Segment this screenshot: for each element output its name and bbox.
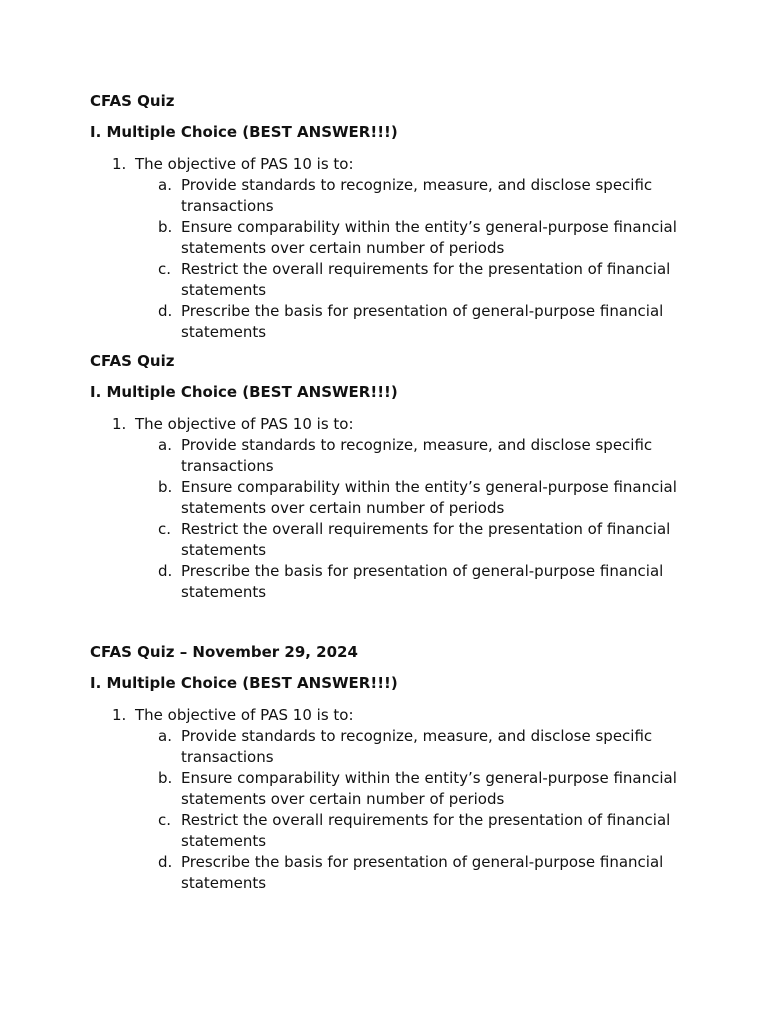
- option-d: [90, 301, 690, 343]
- quiz-title: CFAS Quiz: [90, 92, 175, 110]
- option-d: [90, 852, 690, 894]
- option-letter: b.: [158, 218, 173, 236]
- option-letter: c.: [158, 811, 172, 829]
- option-text: Ensure comparability within the entity’s general-purpose financial statements over certain number of periods: [181, 218, 677, 257]
- quiz-title: CFAS Quiz – November 29, 2024: [90, 643, 358, 661]
- option-text: Provide standards to recognize, measure, and disclose specific transactions: [181, 727, 653, 766]
- option-text: Prescribe the basis for presentation of general-purpose financial statements: [181, 562, 664, 601]
- option-letter: a.: [158, 727, 172, 745]
- option-text: Prescribe the basis for presentation of general-purpose financial statements: [181, 302, 664, 341]
- option-list: [90, 726, 690, 894]
- question-text: The objective of PAS 10 is to:: [135, 706, 354, 724]
- option-text: Ensure comparability within the entity’s general-purpose financial statements over certain number of periods: [181, 769, 677, 808]
- option-letter: c.: [158, 520, 172, 538]
- option-letter: b.: [158, 769, 173, 787]
- option-letter: d.: [158, 302, 173, 320]
- option-letter: b.: [158, 478, 173, 496]
- option-letter: d.: [158, 562, 173, 580]
- option-text: Restrict the overall requirements for the presentation of financial statements: [181, 811, 671, 850]
- option-letter: c.: [158, 260, 172, 278]
- option-list: [90, 175, 690, 343]
- option-text: Prescribe the basis for presentation of general-purpose financial statements: [181, 853, 664, 892]
- option-text: Ensure comparability within the entity’s general-purpose financial statements over certain number of periods: [181, 478, 677, 517]
- option-text: Provide standards to recognize, measure, and disclose specific transactions: [181, 176, 653, 215]
- quiz-title: CFAS Quiz: [90, 352, 175, 370]
- quiz-section-2: [90, 352, 690, 603]
- option-c: [90, 519, 690, 561]
- question-text: The objective of PAS 10 is to:: [135, 415, 354, 433]
- option-b: [90, 217, 690, 259]
- question-item: [90, 154, 690, 343]
- part-heading: I. Multiple Choice (BEST ANSWER!!!): [90, 383, 398, 401]
- option-letter: a.: [158, 176, 172, 194]
- question-text: The objective of PAS 10 is to:: [135, 155, 354, 173]
- option-text: Provide standards to recognize, measure, and disclose specific transactions: [181, 436, 653, 475]
- option-a: [90, 435, 690, 477]
- option-b: [90, 768, 690, 810]
- question-number: 1.: [112, 415, 127, 433]
- option-letter: d.: [158, 853, 173, 871]
- question-number: 1.: [112, 155, 127, 173]
- quiz-section-1: [90, 92, 690, 343]
- option-text: Restrict the overall requirements for the presentation of financial statements: [181, 260, 671, 299]
- option-a: [90, 175, 690, 217]
- option-d: [90, 561, 690, 603]
- option-list: [90, 435, 690, 603]
- question-item: [90, 705, 690, 894]
- part-heading: I. Multiple Choice (BEST ANSWER!!!): [90, 674, 398, 692]
- quiz-section-3: [90, 643, 690, 894]
- question-number: 1.: [112, 706, 127, 724]
- option-c: [90, 810, 690, 852]
- option-b: [90, 477, 690, 519]
- option-text: Restrict the overall requirements for the presentation of financial statements: [181, 520, 671, 559]
- part-heading: I. Multiple Choice (BEST ANSWER!!!): [90, 123, 398, 141]
- option-c: [90, 259, 690, 301]
- question-item: [90, 414, 690, 603]
- option-letter: a.: [158, 436, 172, 454]
- option-a: [90, 726, 690, 768]
